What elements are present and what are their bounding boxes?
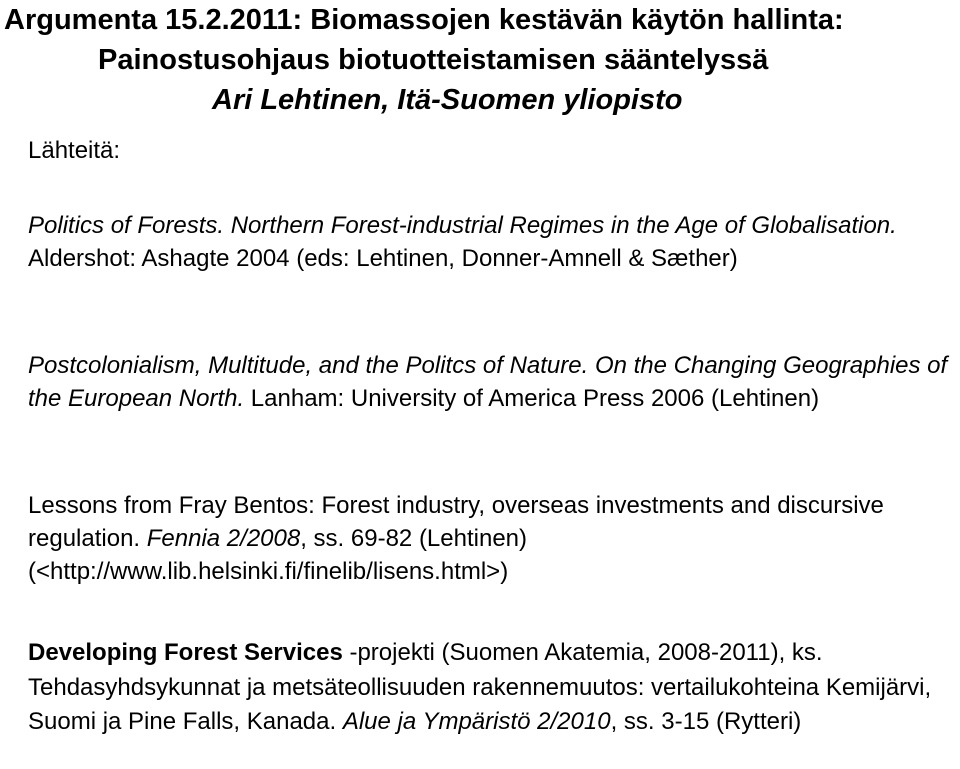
reference-4 bbox=[28, 636, 948, 740]
sources-label: Lähteitä: bbox=[28, 137, 121, 164]
title-block bbox=[0, 0, 960, 120]
reference-3-title: Lessons from Fray Bentos: Forest industry, overseas investments and discursive regulation. bbox=[28, 492, 884, 552]
reference-4-details: , ss. 3-15 (Rytteri) bbox=[610, 708, 802, 735]
reference-4-project: Developing Forest Services bbox=[28, 639, 343, 666]
reference-2-title: Postcolonialism, Multitude, and the Politcs of Nature. On the Changing Geographies of the European North. bbox=[28, 352, 948, 412]
title-line-1: Argumenta 15.2.2011: Biomassojen kestävän käytön hallinta: bbox=[4, 4, 844, 36]
reference-4-description: -projekti (Suomen Akatemia, 2008-2011), ks. Tehdasyhdsykunnat ja metsäteollisuuden rakennemuutos: vertailukohteina Kemijärvi, Suomi ja Pine Falls, Kanada. bbox=[28, 639, 932, 735]
author-line: Ari Lehtinen, Itä-Suomen yliopisto bbox=[212, 84, 683, 116]
reference-3-journal: Fennia 2/2008 bbox=[146, 525, 301, 552]
reference-1 bbox=[28, 209, 948, 275]
title-line-2: Painostusohjaus biotuotteistamisen sääntelyssä bbox=[98, 44, 769, 76]
reference-4-journal: Alue ja Ympäristö 2/2010 bbox=[342, 708, 611, 735]
reference-1-title: Politics of Forests. Northern Forest-industrial Regimes in the Age of Globalisation. bbox=[28, 212, 897, 239]
reference-2 bbox=[28, 349, 948, 415]
reference-3 bbox=[28, 489, 948, 588]
reference-3-details: , ss. 69-82 (Lehtinen) bbox=[300, 525, 528, 552]
reference-1-details: Aldershot: Ashagte 2004 (eds: Lehtinen, Donner-Amnell & Sæther) bbox=[28, 245, 738, 272]
reference-2-details: Lanham: University of America Press 2006 (Lehtinen) bbox=[244, 385, 820, 412]
reference-3-url: (<http://www.lib.helsinki.fi/finelib/lisens.html>) bbox=[28, 558, 509, 585]
